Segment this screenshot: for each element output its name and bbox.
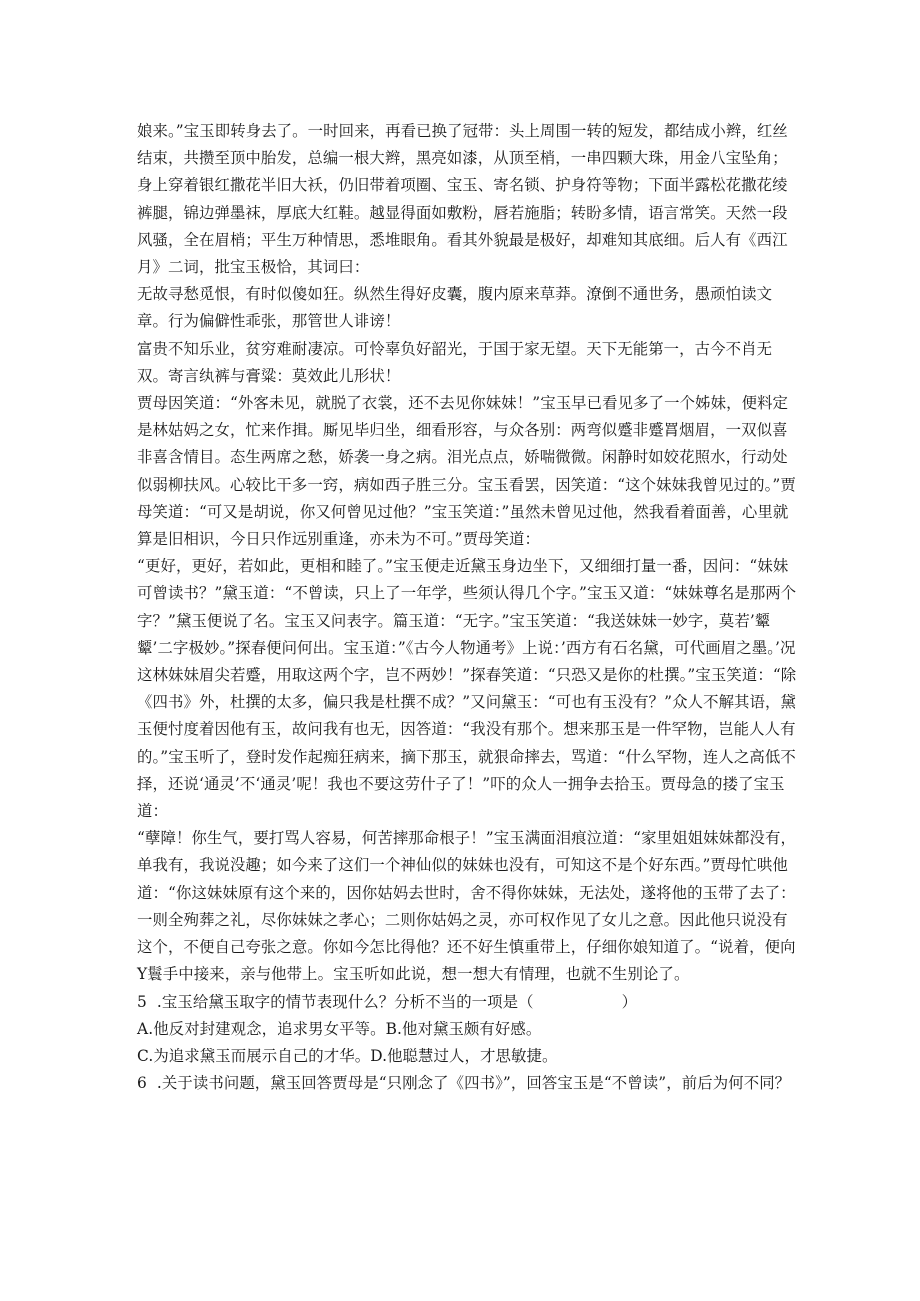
question-5-options-cd: C.为追求黛玉而展示自己的才华。D.他聪慧过人，才思敏捷。 (137, 1046, 558, 1065)
passage-paragraph-1: 娘来。”宝玉即转身去了。一时回来，再看已换了冠带：头上周围一转的短发，都结成小辫，红丝结束，共攒至顶中胎发，总编一根大辫，黑亮如漆，从顶至梢，一串四颗大珠，用金八宝坠角；身上穿着银红撒花半旧大袄，仍旧带着项圈、宝玉、寄名锁、护身符等物；下面半露松花撒花绫裤腿，锦边弹墨袜，厚底大红鞋。越显得面如敷粉，唇若施脂；转盼多情，语言常笑。天然一段风骚，全在眉梢；平生万种情思，悉堆眼角。看其外貌最是极好，却难知其底细。后人有《西江月》二词，批宝玉极恰，其词曰： (137, 122, 788, 277)
questions-section (137, 989, 800, 1098)
question-5-close: ） (621, 992, 638, 1011)
passage-paragraph-4: “孽障！你生气，要打骂人容易，何苦摔那命根子！”宝玉满面泪痕泣道：“家里姐姐妹妹都没有，单我有，我说没趣；如今来了这们一个神仙似的妹妹也没有，可知这不是个好东西。”贾母忙哄他道：“你这妹妹原有这个来的，因你姑妈去世时，舍不得你妹妹，无法处，遂将他的玉带了去了：一则全殉葬之礼，尽你妹妹之孝心；二则你姑妈之灵，亦可权作见了女儿之意。因此他只说没有这个，不便自己夸张之意。你如今怎比得他？还不好生慎重带上，仔细你娘知道了。“说着，便向Y鬟手中接来，亲与他带上。宝玉听如此说，想一想大有情理，也就不生别论了。 (137, 829, 797, 984)
question-5 (137, 989, 800, 1016)
passage-paragraph-2: 贾母因笑道：“外客未见，就脱了衣裳，还不去见你妹妹！”宝玉早已看见多了一个姊妹，便料定是林姑妈之女，忙来作揖。厮见毕归坐，细看形容，与众各别：两弯似蹙非蹙罥烟眉，一双似喜非喜含情目。态生两席之愁，娇袭一身之病。泪光点点，娇喘微微。闲静时如姣花照水，行动处似弱柳扶风。心较比干多一窍，病如西子胜三分。宝玉看罢，因笑道：“这个妹妹我曾见过的。”贾母笑道：“可又是胡说，你又何曾见过他？”宝玉笑道：”虽然未曾见过他，然我看着面善，心里就算是旧相识，今日只作远别重逢，亦未为不可。”贾母笑道： (137, 394, 796, 549)
reading-passage (137, 118, 800, 989)
question-6: 6 .关于读书问题，黛玉回答贾母是“只刚念了《四书》”，回答宝玉是“不曾读”，前后为何不同？ (137, 1074, 791, 1093)
passage-poem-2: 富贵不知乐业，贫穷难耐凄凉。可怜辜负好韶光，于国于家无望。天下无能第一，古今不肖无双。寄言纨裤与膏粱：莫效此儿形状！ (137, 339, 773, 385)
passage-paragraph-3: “更好，更好，若如此，更相和睦了。”宝玉便走近黛玉身边坐下，又细细打量一番，因问：“妹妹可曾读书？”黛玉道：“不曾读，只上了一年学，些须认得几个字。”宝玉又道：“妹妹尊名是那两个字？”黛玉便说了名。宝玉又问表字。篇玉道：“无字。”宝玉笑道：“我送妹妹一妙字，莫若’颦颦’二字极妙。”探春便问何出。宝玉道：”《古今人物通考》上说：’西方有石名黛，可代画眉之墨。’况这林妹妹眉尖若蹙，用取这两个字，岂不两妙！”探春笑道：“只恐又是你的杜撰。”宝玉笑道：“除《四书》外，杜撰的太多，偏只我是杜撰不成？”又问黛玉：“可也有玉没有？”众人不解其语，黛玉便忖度着因他有玉，故问我有也无，因答道：“我没有那个。想来那玉是一件罕物，岂能人人有的。”宝玉听了，登时发作起痴狂病来，摘下那玉，就狠命摔去，骂道：“什么罕物，连人之高低不择，还说‘通灵’不‘通灵’呢！我也不要这劳什子了！”吓的众人一拥争去拾玉。贾母急的搂了宝玉道： (137, 557, 797, 821)
passage-poem-1: 无故寻愁觅恨，有时似傻如狂。纵然生得好皮囊，腹内原来草莽。潦倒不通世务，愚顽怕读文章。行为偏僻性乖张，那管世人诽谤！ (137, 285, 773, 331)
question-5-options-ab: A.他反对封建观念，追求男女平等。B.他对黛玉颇有好感。 (137, 1019, 542, 1038)
question-5-stem: 5 .宝玉给黛玉取字的情节表现什么？分析不当的一项是（ (137, 992, 534, 1011)
